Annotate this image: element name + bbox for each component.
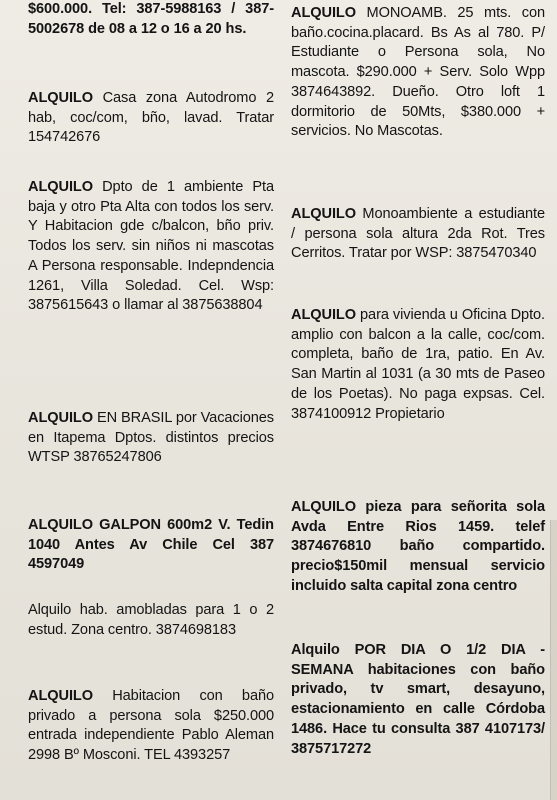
ad-text: Habitacion con baño privado a persona sola $250.000 entrada independiente Pablo Aleman 2998 Bº Mosconi. TEL 4393257 <box>28 688 274 764</box>
ad-keyword: ALQUILO <box>291 499 356 515</box>
ad-keyword: ALQUILO <box>28 90 93 106</box>
ad-keyword-secondary: POR DIA O 1/2 DIA - SEMANA <box>291 642 545 678</box>
ad-keyword: ALQUILO <box>291 307 356 323</box>
ad-text: Dpto de 1 ambiente Pta baja y otro Pta Alta con todos los serv. Y Habitacion gde c/balcon, bño priv. Todos los serv. sin niños ni mascotas A Persona responsable. Indepndencia 1261, Villa Soledad. Cel. Wsp: 3875615643 o llamar al 3875638804 <box>28 179 274 314</box>
ad-keyword: ALQUILO <box>28 410 93 426</box>
ad-keyword: ALQUILO <box>28 517 93 533</box>
ad-text: EN BRASIL por Vacaciones en Itapema Dptos. distintos precios WTSP 38765247806 <box>28 410 274 466</box>
ad-text: GALPON 600m2 V. Tedin 1040 Antes Av Chile Cel 387 4597049 <box>28 517 274 573</box>
ad-text: MONOAMB. 25 mts. con baño.cocina.placard. Bs As al 780. P/ Estudiante o Persona sola, No mascota. $290.000 + Serv. Solo Wpp 3874643892. Dueño. Otro loft 1 dormitorio de 50Mts, $380.000 + servicios. No Mascotas. <box>291 5 545 140</box>
ad-text: para vivienda u Oficina Dpto. amplio con balcon a la calle, coc/com. completa, baño de 1ra, patio. En Av. San Martin al 1031 (a 30 mts de Paseo de los Poetas). No paga expsas. Cel. 3874100912 Propietario <box>291 307 545 422</box>
ad-keyword: ALQUILO <box>28 688 93 704</box>
ad-keyword: Alquilo <box>28 602 72 618</box>
ad-text: Monoambiente a estudiante / persona sola altura 2da Rot. Tres Cerritos. Tratar por WSP: 3875470340 <box>291 206 545 262</box>
ad-text: Casa zona Autodromo 2 hab, coc/com, bño, lavad. Tratar 154742676 <box>28 90 274 146</box>
ad-brasil-itapema <box>28 409 274 468</box>
adjacent-column-edge <box>550 520 557 800</box>
ad-continuation <box>28 0 274 39</box>
ad-text: hab. amobladas para 1 o 2 estud. Zona centro. 3874698183 <box>28 602 274 638</box>
ad-keyword: ALQUILO <box>291 206 356 222</box>
ad-galpon <box>28 516 274 575</box>
ad-hab-amobladas <box>28 601 274 640</box>
ad-casa-autodromo <box>28 89 274 148</box>
ad-monoambiente-tres-cerritos <box>291 205 545 264</box>
ad-text: pieza para señorita sola Avda Entre Rios 1459. telef 3874676810 baño compartido. precio$150mil mensual servicio incluido salta capital zona centro <box>291 499 545 594</box>
ad-text: habitaciones con baño privado, tv smart, desayuno, estacionamiento en calle Córdoba 1486. Hace tu consulta 387 4107173/ 3875717272 <box>291 661 545 757</box>
ad-monoamb-bs-as <box>291 4 545 142</box>
ad-keyword: ALQUILO <box>291 5 356 21</box>
ad-habitacion-mosconi <box>28 687 274 766</box>
ad-keyword: Alquilo <box>291 642 340 658</box>
ad-oficina-san-martin <box>291 306 545 424</box>
ad-keyword: ALQUILO <box>28 179 93 195</box>
ad-dpto-villa-soledad <box>28 178 274 316</box>
ad-text: $600.000. Tel: 387-5988163 / 387-5002678 de 08 a 12 o 16 a 20 hs. <box>28 1 274 37</box>
ad-pieza-senorita <box>291 498 545 597</box>
ad-por-dia-cordoba <box>291 641 545 759</box>
